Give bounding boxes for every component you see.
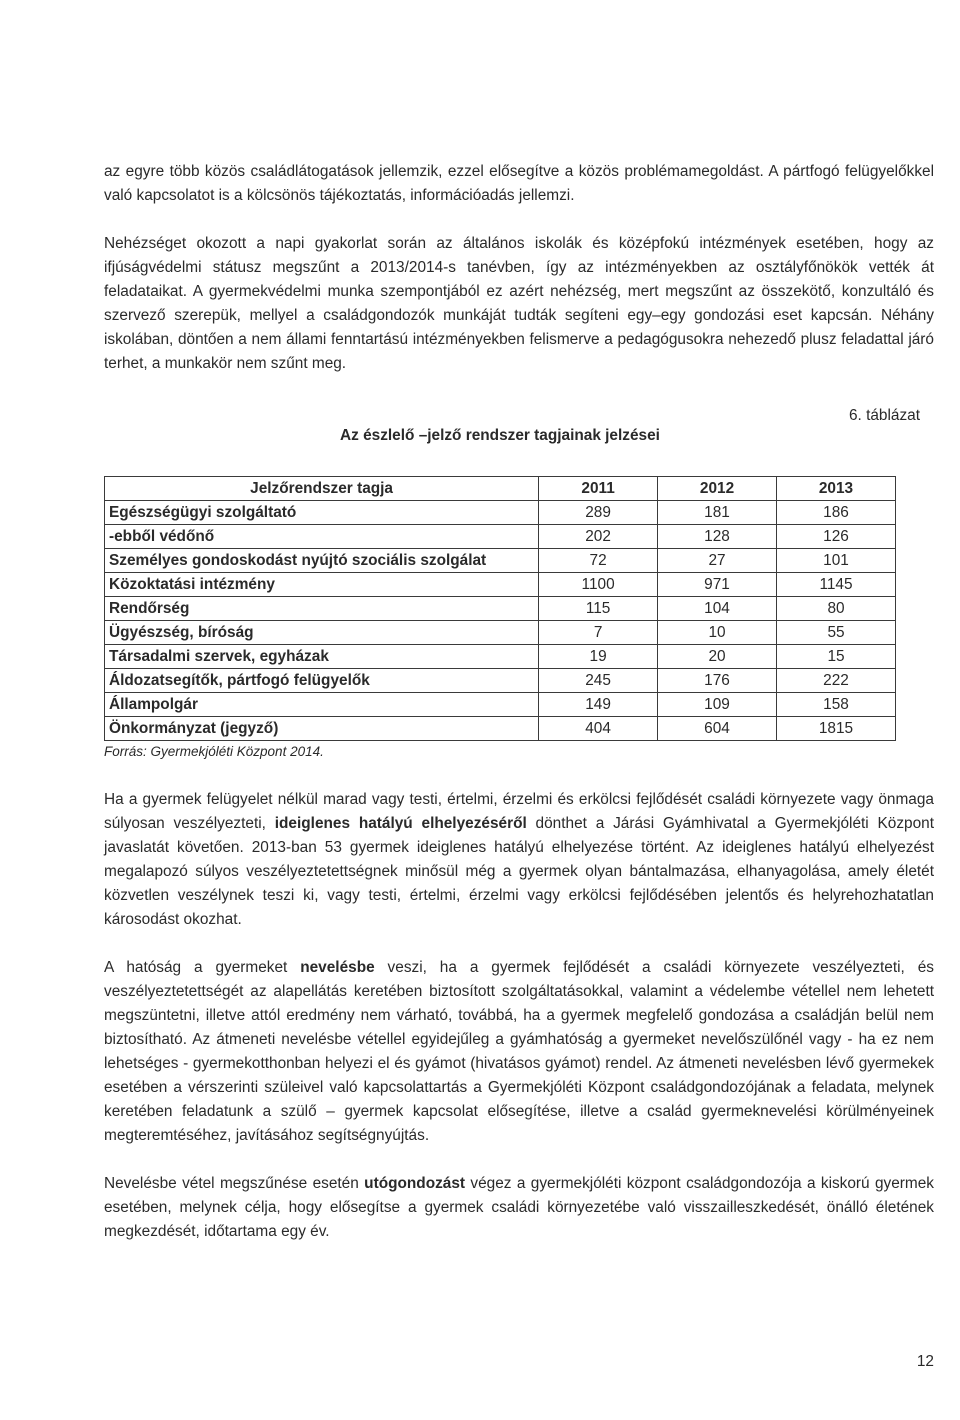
cell-2013: 15 bbox=[777, 645, 896, 669]
table-row bbox=[105, 645, 896, 669]
cell-2012: 176 bbox=[658, 669, 777, 693]
paragraph-2: Nehézséget okozott a napi gyakorlat során az általános iskolák és középfokú intézmények esetében, hogy az ifjúságvédelmi státusz megszűnt a 2013/2014-s tanévben, így az intézményekben az osztályfőnökök vették át feladataikat. A gyermekvédelmi munka szempontjából ez azért nehézség, mert megszűnt az összekötő, konzultáló és szervező szerepük, mellyel a családgondozók munkáját tudták segíteni egy–egy gondozási eset kapcsán. Néhány iskolában, döntően a nem állami fenntartású intézményekben felismerve a pedagógusokra nehezedő plusz feladattal járó terhet, a munkakör nem szűnt meg. bbox=[104, 235, 934, 372]
paragraph-5-text-a: Nevelésbe vétel megszűnése esetén bbox=[104, 1175, 365, 1192]
table-source: Forrás: Gyermekjóléti Központ 2014. bbox=[104, 744, 324, 759]
row-label: Áldozatsegítők, pártfogó felügyelők bbox=[105, 669, 539, 693]
row-label: Egészségügyi szolgáltató bbox=[105, 501, 539, 525]
cell-2011: 115 bbox=[539, 597, 658, 621]
cell-2011: 202 bbox=[539, 525, 658, 549]
cell-2011: 7 bbox=[539, 621, 658, 645]
row-label: Társadalmi szervek, egyházak bbox=[105, 645, 539, 669]
table-number: 6. táblázat bbox=[848, 407, 920, 424]
cell-2013: 222 bbox=[777, 669, 896, 693]
paragraph-4-text-a: A hatóság a gyermeket bbox=[104, 959, 301, 976]
cell-2011: 245 bbox=[539, 669, 658, 693]
cell-2013: 55 bbox=[777, 621, 896, 645]
page-number: 12 bbox=[916, 1353, 934, 1370]
row-label: Állampolgár bbox=[105, 693, 539, 717]
paragraph-3-text-b: dönthet a Járási Gyámhivatal a Gyermekjóléti Központ javaslatát követően. 2013-ban 53 gyermek ideiglenes hatályú elhelyezése történt. Az ideiglenes hatályú elhelyezést megalapozó súlyos veszélyeztetettségnek minősül még a gyermek olyan bántalmazása, elhanyagolása, amely életét közvetlen veszélynek teszi ki, vagy testi, értelmi, érzelmi vagy erkölcsi fejlődésében jelentős és helyrehozhatatlan károsodást okozhat. bbox=[104, 815, 935, 928]
table-title: Az észlelő –jelző rendszer tagjainak jelzései bbox=[340, 427, 660, 444]
header-2013: 2013 bbox=[777, 477, 896, 501]
paragraph-1: az egyre több közös családlátogatások jellemzik, ezzel elősegítve a közös problémamegoldást. A pártfogó felügyelőkkel való kapcsolatot is a kölcsönös tájékoztatás, információadás jellemzi. bbox=[104, 163, 934, 204]
table-row bbox=[105, 597, 896, 621]
cell-2013: 126 bbox=[777, 525, 896, 549]
table-header-row bbox=[105, 477, 896, 501]
cell-2012: 604 bbox=[658, 717, 777, 741]
row-label: -ebből védőnő bbox=[105, 525, 539, 549]
row-label: Személyes gondoskodást nyújtó szociális szolgálat bbox=[105, 549, 539, 573]
document-page bbox=[104, 160, 934, 1244]
cell-2012: 27 bbox=[658, 549, 777, 573]
table-caption bbox=[104, 404, 934, 476]
cell-2012: 128 bbox=[658, 525, 777, 549]
row-label: Ügyészség, bíróság bbox=[105, 621, 539, 645]
cell-2013: 101 bbox=[777, 549, 896, 573]
signals-table bbox=[104, 476, 896, 741]
paragraph-5-text-b: végez a gyermekjóléti központ családgondozója a kiskorú gyermek esetében, melynek célja, hogy elősegítse a gyermek családi környezetébe való visszailleszkedését, önálló életének megkezdését, időtartama egy év. bbox=[104, 1175, 934, 1240]
paragraph-5-emphasis: utógondozást bbox=[364, 1175, 466, 1192]
header-2012: 2012 bbox=[658, 477, 777, 501]
table-row bbox=[105, 525, 896, 549]
table-row bbox=[105, 669, 896, 693]
table-row bbox=[105, 549, 896, 573]
table-row bbox=[105, 717, 896, 741]
cell-2013: 158 bbox=[777, 693, 896, 717]
table-row bbox=[105, 621, 896, 645]
cell-2013: 186 bbox=[777, 501, 896, 525]
row-label: Rendőrség bbox=[105, 597, 539, 621]
cell-2013: 1145 bbox=[777, 573, 896, 597]
paragraph-3-text-a: Ha a gyermek felügyelet nélkül marad vagy testi, értelmi, érzelmi és erkölcsi fejlődését családi környezete vagy önmaga súlyosan veszélyezteti, bbox=[104, 791, 934, 832]
header-member: Jelzőrendszer tagja bbox=[105, 477, 539, 501]
cell-2013: 80 bbox=[777, 597, 896, 621]
cell-2012: 10 bbox=[658, 621, 777, 645]
table-row bbox=[105, 501, 896, 525]
cell-2011: 404 bbox=[539, 717, 658, 741]
paragraph-3-emphasis: ideiglenes hatályú elhelyezéséről bbox=[274, 815, 527, 832]
cell-2011: 149 bbox=[539, 693, 658, 717]
cell-2011: 72 bbox=[539, 549, 658, 573]
cell-2011: 1100 bbox=[539, 573, 658, 597]
cell-2012: 104 bbox=[658, 597, 777, 621]
paragraph-4-text-b: veszi, ha a gyermek fejlődését a családi környezete veszélyezteti, és veszélyeztetettségét az alapellátás keretében biztosított szolgáltatásokkal, valamint a védelembe vétellel nem lehetett megszüntetni, illetve attól eredmény nem várható, továbbá, ha a gyermek megfelelő gondozása a családján belül nem biztosítható. Az átmeneti nevelésbe vétellel egyidejűleg a gyámhatóság a gyermeket nevelőszülőnél vagy - ha ez nem lehetséges - gyermekotthonban helyezi el és gyámot (hivatásos gyámot) rendel. Az átmeneti nevelésben lévő gyermekek esetében a vérszerinti szüleivel való kapcsolattartás a Gyermekjóléti Központ családgondozójának a feladata, melynek keretében feladatunk a szülő – gyermek kapcsolat elősegítése, illetve a család gyermeknevelési körülményeinek megteremtéséhez, javításához segítségnyújtás. bbox=[104, 959, 934, 1144]
paragraph-3 bbox=[104, 788, 934, 932]
header-2011: 2011 bbox=[539, 477, 658, 501]
table-row bbox=[105, 693, 896, 717]
row-label: Önkormányzat (jegyző) bbox=[105, 717, 539, 741]
cell-2011: 19 bbox=[539, 645, 658, 669]
cell-2012: 971 bbox=[658, 573, 777, 597]
cell-2011: 289 bbox=[539, 501, 658, 525]
cell-2012: 20 bbox=[658, 645, 777, 669]
table-row bbox=[105, 573, 896, 597]
cell-2012: 181 bbox=[658, 501, 777, 525]
paragraph-4-emphasis: nevelésbe bbox=[300, 959, 375, 976]
cell-2013: 1815 bbox=[777, 717, 896, 741]
paragraph-5 bbox=[104, 1172, 934, 1244]
paragraph-4 bbox=[104, 956, 934, 1148]
cell-2012: 109 bbox=[658, 693, 777, 717]
row-label: Közoktatási intézmény bbox=[105, 573, 539, 597]
